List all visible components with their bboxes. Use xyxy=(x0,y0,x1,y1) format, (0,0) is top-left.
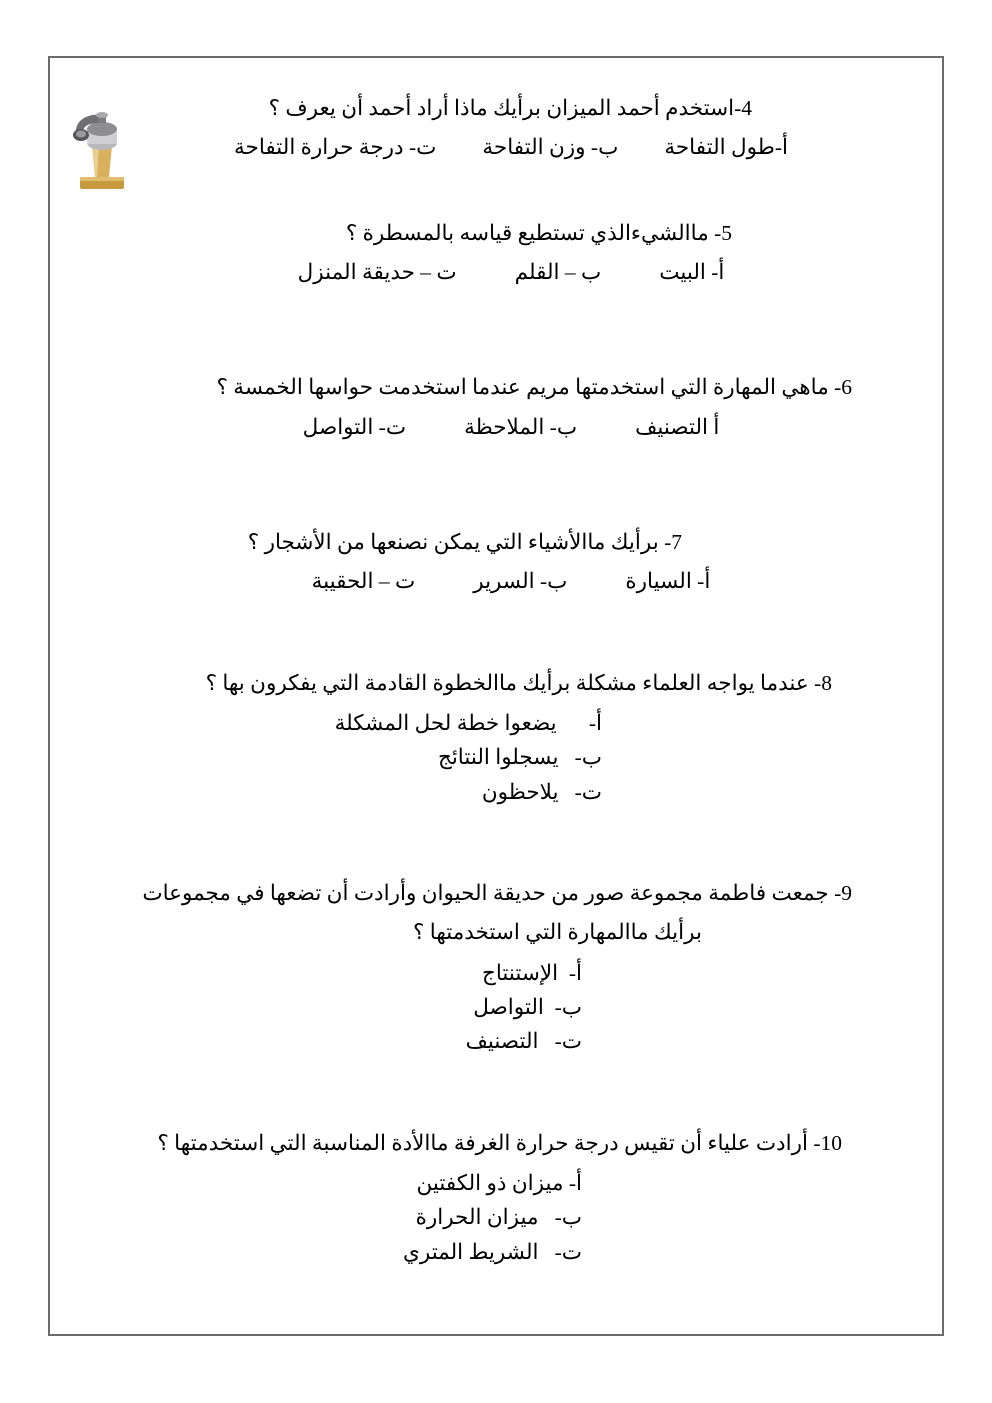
option-c[interactable]: ت- التصنيف xyxy=(465,1029,582,1054)
option-c[interactable]: ت- يلاحظون xyxy=(481,779,602,804)
option-b[interactable]: ب- وزن التفاحة xyxy=(482,135,619,160)
questions-content xyxy=(60,72,932,1322)
question-text: 5- ماالشيءالذي تستطيع قياسه بالمسطرة ؟ xyxy=(345,220,732,245)
options-row xyxy=(130,411,852,444)
options-row xyxy=(130,565,852,598)
option-c[interactable]: ت – الحقيبة xyxy=(311,569,416,594)
option-b[interactable]: ب- ميزان الحرارة xyxy=(415,1205,582,1230)
option-a[interactable]: أ- يضعوا خطة لحل المشكلة xyxy=(334,710,602,735)
option-a[interactable]: أ- ميزان ذو الكفتين xyxy=(416,1171,582,1196)
question-text: 6- ماهي المهارة التي استخدمتها مريم عندما استخدمت حواسها الخمسة ؟ xyxy=(216,375,852,400)
options-list xyxy=(130,706,852,809)
option-c[interactable]: ت – حديقة المنزل xyxy=(297,259,457,284)
question-q8 xyxy=(130,667,852,809)
question-text: 4-استخدم أحمد الميزان برأيك ماذا أراد أحمد أن يعرف ؟ xyxy=(268,96,752,120)
question-text: 10- أرادت علياء أن تقيس درجة حرارة الغرفة ماالأدة المناسبة التي استخدمتها ؟ xyxy=(157,1130,842,1155)
option-b[interactable]: ب- التواصل xyxy=(473,995,582,1019)
question-q10 xyxy=(130,1127,852,1269)
question-text: 9- جمعت فاطمة مجموعة صور من حديقة الحيوان وأرادت أن تضعها في مجموعات xyxy=(142,880,852,905)
option-b[interactable]: ب- السرير xyxy=(473,569,568,594)
question-text: 7- برأيك ماالأشياء التي يمكن نصنعها من الأشجار ؟ xyxy=(247,529,682,554)
options-row xyxy=(130,256,852,289)
options-list xyxy=(130,1166,852,1269)
options-list xyxy=(130,956,852,1059)
question-q4 xyxy=(130,92,852,165)
option-a[interactable]: أ التصنيف xyxy=(635,414,720,439)
option-c[interactable]: ت- التواصل xyxy=(302,414,407,439)
option-a[interactable]: أ- الإستنتاج xyxy=(481,960,582,985)
options-row xyxy=(130,131,852,164)
question-text-line2: برأيك ماالمهارة التي استخدمتها ؟ xyxy=(412,920,702,945)
option-c[interactable]: ت- الشريط المتري xyxy=(403,1239,582,1264)
question-q6 xyxy=(130,371,852,444)
question-q5 xyxy=(130,217,852,290)
question-q9 xyxy=(130,877,852,1059)
option-a[interactable]: أ- البيت xyxy=(659,259,725,284)
option-a[interactable]: أ-طول التفاحة xyxy=(664,135,788,160)
option-b[interactable]: ب- يسجلوا النتائج xyxy=(437,745,602,770)
option-a[interactable]: أ- السيارة xyxy=(625,569,711,594)
option-c[interactable]: ت- درجة حرارة التفاحة xyxy=(234,135,437,160)
option-b[interactable]: ب – القلم xyxy=(514,259,602,284)
option-b[interactable]: ب- الملاحظة xyxy=(464,414,578,439)
question-text: 8- عندما يواجه العلماء مشكلة برأيك ماالخطوة القادمة التي يفكرون بها ؟ xyxy=(205,670,832,695)
question-q7 xyxy=(130,526,852,599)
